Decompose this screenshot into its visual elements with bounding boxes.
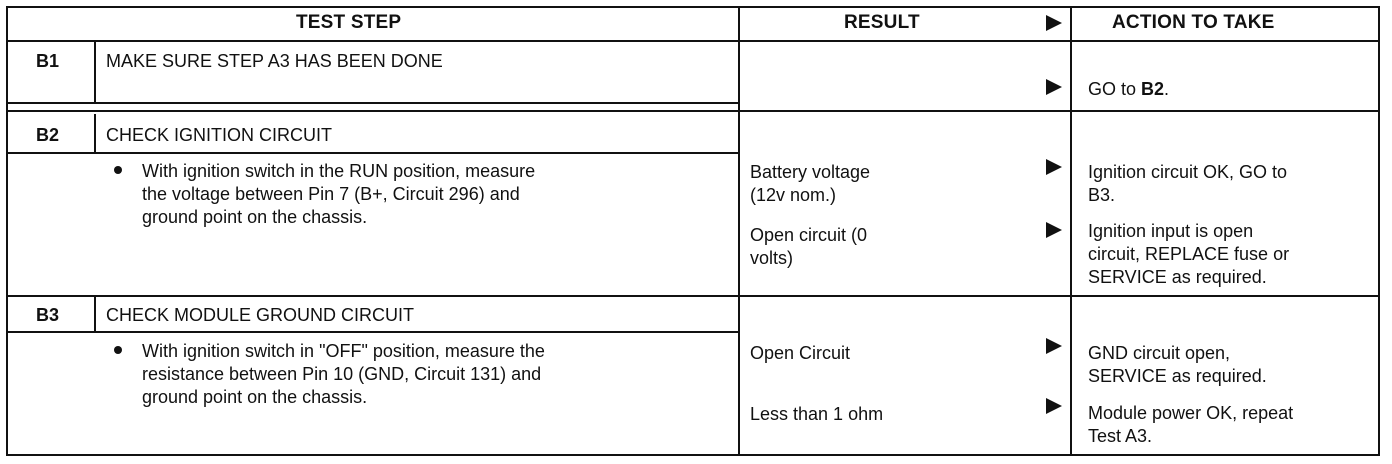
b1-title-rule: [6, 102, 740, 104]
result-b2-2-line: Open circuit (0: [750, 225, 868, 245]
instruction-b3-line: resistance between Pin 10 (GND, Circuit 131) and: [142, 364, 542, 384]
instruction-b2-line: the voltage between Pin 7 (B+, Circuit 296) and: [142, 184, 520, 204]
instruction-b3-line: ground point on the chassis.: [142, 387, 368, 407]
table-border-right: [1378, 6, 1380, 456]
action-b3-2-line: Module power OK, repeat: [1088, 403, 1294, 423]
action-b2-2-line: circuit, REPLACE fuse or: [1088, 244, 1290, 264]
result-b3-1: Open Circuit: [750, 343, 851, 363]
id-column-divider: [94, 297, 96, 331]
instruction-b3-line: With ignition switch in "OFF" position, measure the: [142, 341, 545, 361]
action-column-divider: [1070, 6, 1072, 456]
action-b1: [1088, 78, 1169, 100]
action-b1-prefix: GO to: [1088, 79, 1142, 99]
step-id-b2: B2: [36, 125, 60, 145]
arrow-icon: [1046, 398, 1062, 414]
arrow-icon: [1046, 79, 1062, 95]
step-title-b1: MAKE SURE STEP A3 HAS BEEN DONE: [106, 51, 443, 71]
bullet-icon: [114, 166, 122, 174]
action-b2-2-line: SERVICE as required.: [1088, 267, 1267, 287]
header-rule: [6, 40, 1380, 42]
result-b3-2: Less than 1 ohm: [750, 404, 884, 424]
result-b2-1-line: Battery voltage: [750, 162, 871, 182]
result-column-divider: [738, 6, 740, 456]
diagnostic-table: [6, 6, 1380, 456]
arrow-icon: [1046, 338, 1062, 354]
arrow-icon: [1046, 159, 1062, 175]
id-column-divider: [94, 114, 96, 154]
step-id-b1: B1: [36, 51, 60, 71]
instruction-b2-line: With ignition switch in the RUN position, measure: [142, 161, 536, 181]
result-b2-2-line: volts): [750, 248, 794, 268]
id-column-divider: [94, 40, 96, 104]
bullet-icon: [114, 346, 122, 354]
step-title-b3: CHECK MODULE GROUND CIRCUIT: [106, 305, 415, 325]
action-b3-1-line: SERVICE as required.: [1088, 366, 1267, 386]
action-b2-2-line: Ignition input is open: [1088, 221, 1254, 241]
action-b3-1-line: GND circuit open,: [1088, 343, 1231, 363]
header-action-to-take: ACTION TO TAKE: [1112, 12, 1275, 33]
arrow-icon: [1046, 15, 1062, 31]
header-result: RESULT: [844, 12, 920, 33]
row-separator: [6, 295, 1380, 297]
action-b1-suffix: .: [1164, 79, 1170, 99]
action-b3-2-line: Test A3.: [1088, 426, 1153, 446]
instruction-b2-line: ground point on the chassis.: [142, 207, 368, 227]
action-b1-ref: B2: [1141, 79, 1165, 99]
table-border-top: [6, 6, 1380, 8]
arrow-icon: [1046, 222, 1062, 238]
step-id-b3: B3: [36, 305, 60, 325]
result-b2-1-line: (12v nom.): [750, 185, 837, 205]
b3-title-rule: [6, 331, 740, 333]
table-border-bottom: [6, 454, 1380, 456]
row-separator: [6, 110, 1380, 112]
header-test-step: TEST STEP: [296, 12, 402, 33]
action-b2-1-line: Ignition circuit OK, GO to: [1088, 162, 1288, 182]
table-border-left: [6, 6, 8, 456]
action-b2-1-line: B3.: [1088, 185, 1116, 205]
step-title-b2: CHECK IGNITION CIRCUIT: [106, 125, 333, 145]
b2-title-rule: [6, 152, 740, 154]
